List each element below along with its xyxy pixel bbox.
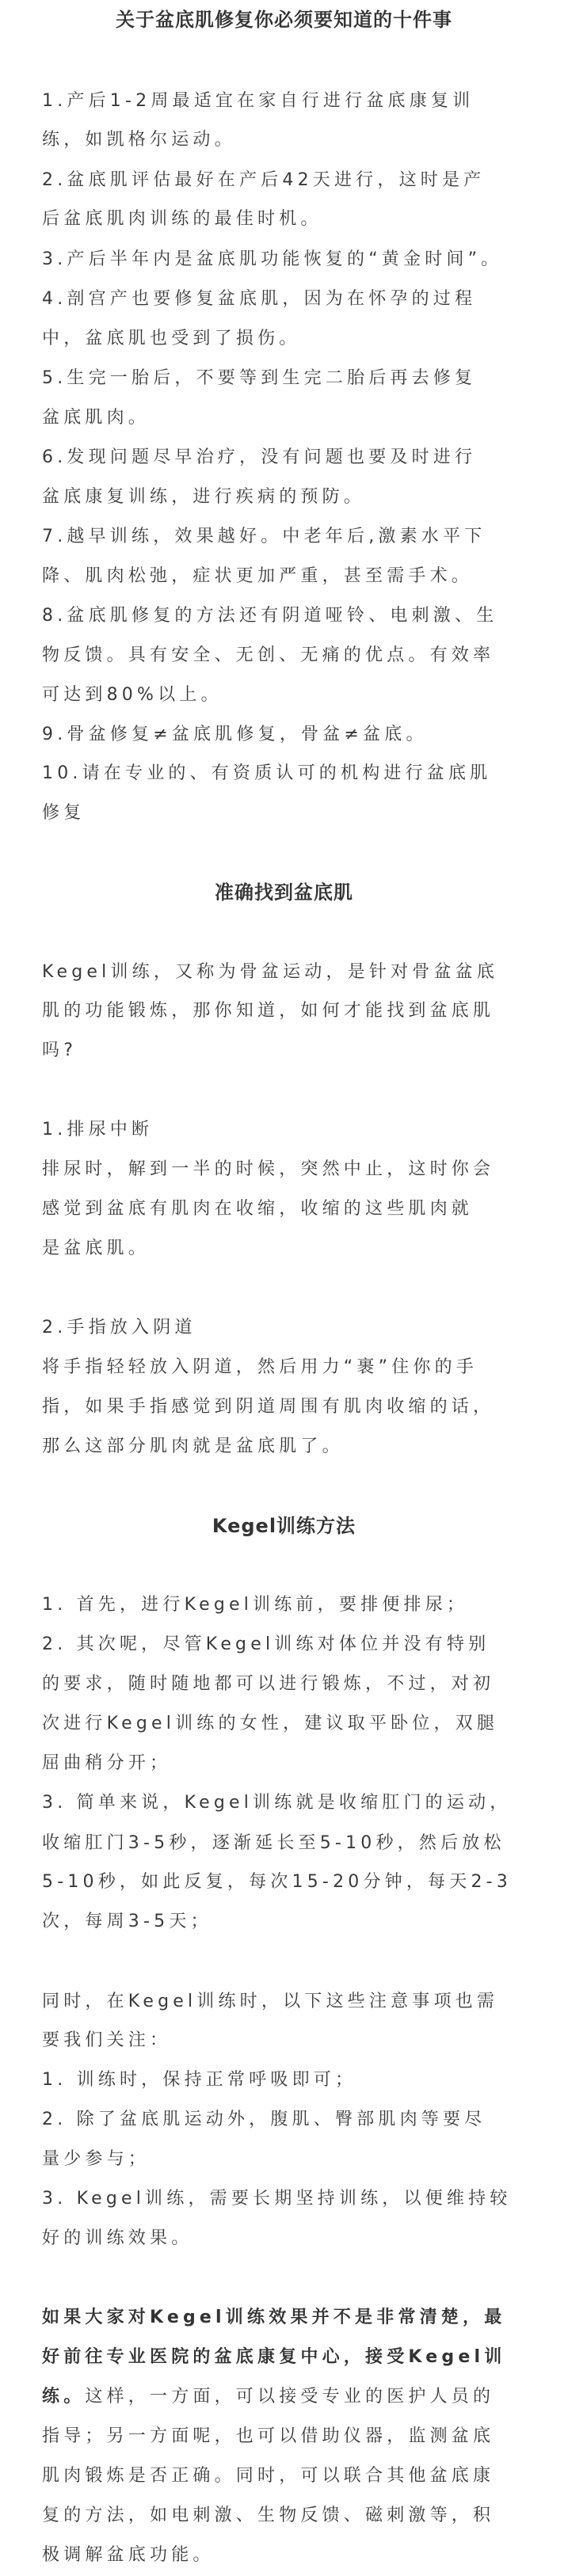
- body-text: 降、肌肉松弛，症状更加严重，甚至需手术。: [42, 566, 474, 586]
- body-text: 吗?: [42, 1041, 78, 1060]
- text-line: [42, 120, 533, 160]
- body-text: 是盆底肌。: [42, 1239, 151, 1258]
- text-line: [42, 2496, 533, 2536]
- body-text: 1. 训练时，保持正常呼吸即可；: [42, 2070, 357, 2090]
- text-line: [42, 2338, 533, 2377]
- section-heading-kegel-method: Kegel训练方法: [212, 1515, 356, 1537]
- text-line: [42, 398, 533, 438]
- body-text: 1. 首先，进行Kegel训练前，要排便排尿；: [42, 1595, 469, 1615]
- text-line: [42, 1348, 533, 1387]
- text-line: [42, 2140, 533, 2179]
- bold-text: 练。: [42, 2387, 86, 2407]
- body-text: 感觉到盆底有肌肉在收缩，收缩的这些肌肉就: [42, 1199, 474, 1219]
- body-text: 3. 简单来说，Kegel训练就是收缩肛门的运动，: [42, 1793, 512, 1813]
- body-text: 这样，一方面，可以接受专业的医护人员的: [85, 2387, 495, 2407]
- body-text: 修复: [42, 803, 86, 823]
- text-line: [42, 2060, 533, 2100]
- body-text: 1.产后1-2周最适宜在家自行进行盆底康复训: [42, 91, 475, 111]
- body-text: 可达到80%以上。: [42, 685, 223, 705]
- text-line: [42, 1110, 533, 1150]
- text-line: [42, 161, 533, 200]
- text-line: [42, 1863, 533, 1902]
- text-line: [42, 596, 533, 636]
- body-text: 中，盆底肌也受到了损伤。: [42, 329, 301, 348]
- body-text: 3.产后半年内是盆底肌功能恢复的“黄金时间”。: [42, 249, 503, 269]
- body-text: 量少参与；: [42, 2149, 151, 2169]
- text-line: [42, 2456, 533, 2496]
- text-line: [42, 1189, 533, 1229]
- body-text: 要我们关注：: [42, 2030, 172, 2050]
- text-line: [42, 2377, 533, 2417]
- body-text: 的要求，随时随地都可以进行锻炼，不过，对初: [42, 1674, 495, 1694]
- text-line: [42, 517, 533, 557]
- text-line: [42, 1625, 533, 1665]
- text-line: [42, 1982, 533, 2022]
- body-text: 肌的功能锻炼，那你知道，如何才能找到盆底肌: [42, 1001, 495, 1021]
- text-line: [42, 1031, 533, 1071]
- body-text: 排尿时，解到一半的时候，突然中止，这时你会: [42, 1159, 495, 1179]
- text-line: [42, 82, 533, 121]
- text-line: [42, 200, 533, 239]
- body-text: 次，每周3-5天；: [42, 1912, 212, 1931]
- body-text: Kegel训练，又称为骨盆运动，是针对骨盆盆底: [42, 962, 499, 982]
- body-text: 3. Kegel训练，需要长期坚持训练，以便维持较: [42, 2189, 512, 2209]
- body-text: 10.请在专业的、有资质认可的机构进行盆底肌: [42, 763, 492, 783]
- body-text: 好的训练效果。: [42, 2228, 193, 2248]
- body-text: 后盆底肌肉训练的最佳时机。: [42, 209, 322, 229]
- text-line: [42, 675, 533, 715]
- body-text: 9.骨盆修复≠盆底肌修复，骨盆≠盆底。: [42, 725, 428, 744]
- text-line: [42, 240, 533, 280]
- text-line: [42, 1704, 533, 1744]
- text-line: [42, 953, 533, 992]
- text-line: [42, 1665, 533, 1704]
- body-text: 那么这部分肌肉就是盆底肌了。: [42, 1436, 344, 1456]
- text-line: [42, 2417, 533, 2456]
- text-line: [42, 1902, 533, 1942]
- body-text: 2. 除了盆底肌运动外，腹肌、臀部肌肉等要尽: [42, 2110, 486, 2129]
- body-text: 盆底肌肉。: [42, 408, 151, 428]
- body-text: 指，如果手指感觉到阴道周围有肌肉收缩的话，: [42, 1397, 495, 1417]
- body-text: 8.盆底肌修复的方法还有阴道哑铃、电刺激、生: [42, 606, 498, 626]
- body-text: 收缩肛门3-5秒，逐渐延长至5-10秒，然后放松: [42, 1833, 505, 1853]
- body-text: 指导；另一方面呢，也可以借助仪器，监测盆底: [42, 2426, 495, 2446]
- body-text: 4.剖宫产也要修复盆底肌，因为在怀孕的过程: [42, 289, 477, 309]
- body-text: 5.生完一胎后，不要等到生完二胎后再去修复: [42, 368, 477, 388]
- text-line: [42, 754, 533, 793]
- text-line: [42, 793, 533, 833]
- body-text: 1.排尿中断: [42, 1120, 154, 1140]
- text-line: [42, 1824, 533, 1863]
- text-line: [42, 2298, 533, 2338]
- body-text: 7.越早训练，效果越好。中老年后,激素水平下: [42, 527, 486, 546]
- text-line: [42, 359, 533, 398]
- text-line: [42, 1744, 533, 1783]
- text-line: [42, 1427, 533, 1467]
- body-text: 同时，在Kegel训练时，以下这些注意事项也需: [42, 1992, 499, 2011]
- body-text: 屈曲稍分开；: [42, 1753, 172, 1773]
- text-line: [42, 2536, 533, 2575]
- text-line: [42, 1150, 533, 1189]
- text-line: [42, 2100, 533, 2140]
- body-text: 练，如凯格尔运动。: [42, 130, 236, 150]
- text-line: [42, 991, 533, 1031]
- bold-text: 好前往专业医院的盆底康复中心，接受Kegel训: [42, 2347, 506, 2367]
- text-line: [42, 715, 533, 755]
- body-text: 将手指轻轻放入阴道，然后用力“裹”住你的手: [42, 1357, 478, 1377]
- body-text: 盆底康复训练，进行疾病的预防。: [42, 487, 366, 507]
- text-line: [42, 319, 533, 359]
- text-line: [42, 2219, 533, 2258]
- text-line: [42, 1783, 533, 1823]
- text-line: [42, 478, 533, 517]
- text-line: [42, 557, 533, 596]
- body-text: 5-10秒，如此反复，每次15-20分钟，每天2-3: [42, 1872, 512, 1892]
- text-line: [42, 438, 533, 478]
- text-line: [42, 280, 533, 319]
- bold-text: 如果大家对Kegel训练效果并不是非常清楚，最: [42, 2308, 506, 2327]
- body-text: 6.发现问题尽早治疗，没有问题也要及时进行: [42, 447, 477, 467]
- body-text: 2.盆底肌评估最好在产后42天进行，这时是产: [42, 170, 486, 190]
- body-text: 2.手指放入阴道: [42, 1318, 196, 1337]
- body-text: 极调解盆底功能。: [42, 2545, 215, 2565]
- section-heading-find-pelvic-floor: 准确找到盆底肌: [215, 881, 353, 904]
- body-text: 物反馈。具有安全、无创、无痛的优点。有效率: [42, 645, 495, 665]
- text-line: [42, 1585, 533, 1625]
- text-line: [42, 1229, 533, 1269]
- text-line: [42, 1308, 533, 1348]
- text-line: [42, 636, 533, 675]
- body-text: 次进行Kegel训练的女性，建议取平卧位，双腿: [42, 1714, 499, 1733]
- text-line: [42, 2021, 533, 2060]
- body-text: 复的方法，如电刺激、生物反馈、磁刺激等，积: [42, 2506, 495, 2525]
- body-text: 2. 其次呢，尽管Kegel训练对体位并没有特别: [42, 1634, 490, 1654]
- body-text: 肌肉锻炼是否正确。同时，可以联合其他盆底康: [42, 2466, 495, 2486]
- text-line: [42, 1387, 533, 1427]
- section-heading-ten-things: 关于盆底肌修复你必须要知道的十件事: [116, 9, 452, 31]
- text-line: [42, 2179, 533, 2219]
